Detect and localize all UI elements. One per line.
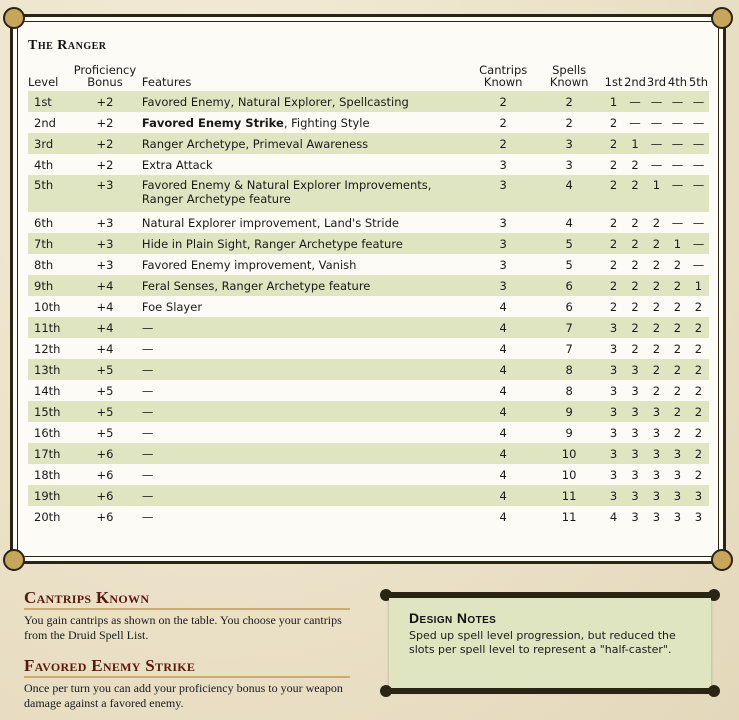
slot-cell: 4 bbox=[609, 509, 618, 524]
slot-cell: — bbox=[692, 136, 705, 151]
proficiency-cell: +5 bbox=[96, 404, 114, 419]
feature-text: — bbox=[141, 320, 154, 335]
slot-cell: 3 bbox=[631, 488, 639, 503]
spells-cell: 7 bbox=[565, 320, 573, 335]
slot-cell: 3 bbox=[631, 425, 639, 440]
cantrips-cell: 3 bbox=[499, 157, 507, 172]
feature-text: Natural Explorer improvement, Land's Stride bbox=[141, 215, 399, 230]
features-cell bbox=[142, 485, 471, 506]
proficiency-cell: +5 bbox=[96, 383, 114, 398]
table-row bbox=[28, 317, 709, 338]
slot-cell: 3 bbox=[673, 446, 682, 461]
cantrips-cell: 4 bbox=[499, 446, 507, 461]
spells-cell: 10 bbox=[561, 446, 577, 461]
level-cell: 9th bbox=[34, 278, 54, 293]
slot-cell: 3 bbox=[609, 404, 618, 419]
slot-cell: — bbox=[692, 215, 705, 230]
slot-cell: 3 bbox=[673, 509, 682, 524]
cantrips-cell: 2 bbox=[499, 136, 507, 151]
design-notes-title: Design Notes bbox=[409, 610, 497, 626]
table-title: The Ranger bbox=[28, 38, 107, 53]
cantrips-cell: 4 bbox=[499, 467, 507, 482]
table-row bbox=[28, 338, 709, 359]
slot-cell: 2 bbox=[609, 257, 618, 272]
table-row bbox=[28, 422, 709, 443]
slot-cell: 2 bbox=[673, 383, 682, 398]
slot-cell: — bbox=[629, 115, 641, 130]
cantrips-cell: 4 bbox=[499, 383, 507, 398]
level-cell: 13th bbox=[34, 362, 61, 377]
slot-cell: 3 bbox=[673, 488, 682, 503]
feature-text: — bbox=[141, 488, 154, 503]
slot-cell: — bbox=[671, 157, 684, 172]
table-row bbox=[28, 233, 709, 254]
table-row bbox=[28, 175, 709, 212]
slot-cell: 2 bbox=[609, 157, 618, 172]
slot-cell: 3 bbox=[609, 467, 618, 482]
spells-cell: 11 bbox=[561, 488, 577, 503]
spells-cell: 6 bbox=[565, 299, 573, 314]
slot-cell: 3 bbox=[609, 320, 618, 335]
table-row bbox=[28, 91, 709, 112]
spells-cell: 9 bbox=[565, 425, 573, 440]
header-slot-1st: 1st bbox=[604, 75, 623, 89]
features-cell bbox=[142, 154, 471, 175]
slot-cell: 2 bbox=[609, 236, 618, 251]
level-cell: 14th bbox=[34, 383, 61, 398]
header-proficiency: Proficiency Bonus bbox=[73, 63, 137, 89]
slot-cell: 2 bbox=[694, 446, 703, 461]
level-cell: 19th bbox=[34, 488, 61, 503]
slot-cell: 3 bbox=[631, 362, 639, 377]
feature-text: Hide in Plain Sight, Ranger Archetype feature bbox=[141, 236, 403, 251]
table-row bbox=[28, 112, 709, 133]
proficiency-cell: +3 bbox=[96, 215, 114, 230]
spells-cell: 2 bbox=[565, 94, 573, 109]
ranger-class-table bbox=[28, 62, 709, 527]
features-cell bbox=[142, 359, 471, 380]
cantrips-known-body: You gain cantrips as shown on the table. You choose your cantrips from the Druid Spell List. bbox=[24, 613, 342, 642]
features-cell bbox=[142, 296, 471, 317]
slot-cell: 2 bbox=[631, 257, 639, 272]
spells-cell: 8 bbox=[565, 383, 573, 398]
slot-cell: 2 bbox=[631, 299, 639, 314]
proficiency-cell: +4 bbox=[96, 341, 114, 356]
level-cell: 20th bbox=[34, 509, 61, 524]
proficiency-cell: +2 bbox=[96, 157, 114, 172]
level-cell: 15th bbox=[34, 404, 61, 419]
slot-cell: 1 bbox=[609, 94, 618, 109]
slot-cell: — bbox=[692, 94, 705, 109]
cantrips-cell: 3 bbox=[499, 278, 507, 293]
slot-cell: 3 bbox=[694, 509, 703, 524]
level-cell: 8th bbox=[34, 257, 54, 272]
slot-cell: 2 bbox=[694, 383, 703, 398]
slot-cell: 2 bbox=[673, 257, 682, 272]
table-row bbox=[28, 154, 709, 175]
slot-cell: 2 bbox=[609, 178, 618, 192]
slot-cell: 2 bbox=[673, 362, 682, 377]
level-cell: 11th bbox=[34, 320, 61, 335]
slot-cell: 3 bbox=[609, 383, 618, 398]
feature-text: — bbox=[141, 341, 154, 356]
header-spells: Spells Known bbox=[549, 63, 589, 89]
features-cell bbox=[142, 506, 471, 527]
slot-cell: 3 bbox=[609, 488, 618, 503]
proficiency-cell: +4 bbox=[96, 320, 114, 335]
slot-cell: 2 bbox=[673, 341, 682, 356]
slot-cell: 3 bbox=[631, 383, 639, 398]
slot-cell: 2 bbox=[652, 362, 661, 377]
level-cell: 10th bbox=[34, 299, 61, 314]
slot-cell: 2 bbox=[673, 320, 682, 335]
spells-cell: 4 bbox=[565, 215, 573, 230]
features-cell bbox=[142, 317, 471, 338]
slot-cell: 3 bbox=[631, 509, 639, 524]
header-slot-4th: 4th bbox=[667, 75, 687, 89]
slot-cell: 3 bbox=[631, 404, 639, 419]
slot-cell: 2 bbox=[631, 178, 639, 192]
features-cell bbox=[142, 443, 471, 464]
spells-cell: 9 bbox=[565, 404, 573, 419]
slot-cell: 3 bbox=[673, 467, 682, 482]
cantrips-cell: 2 bbox=[499, 94, 507, 109]
feature-highlight: Favored Enemy Strike bbox=[141, 115, 284, 130]
slot-cell: 2 bbox=[631, 341, 639, 356]
spells-cell: 6 bbox=[565, 278, 573, 293]
table-row bbox=[28, 254, 709, 275]
features-cell bbox=[142, 112, 471, 133]
table-row bbox=[28, 359, 709, 380]
slot-cell: — bbox=[692, 178, 705, 192]
feature-text: , Fighting Style bbox=[283, 115, 370, 130]
table-row bbox=[28, 506, 709, 527]
frame-corner-ornament bbox=[3, 549, 25, 571]
slot-cell: 2 bbox=[631, 215, 639, 230]
proficiency-cell: +3 bbox=[96, 257, 114, 272]
cantrips-cell: 4 bbox=[499, 425, 507, 440]
table-row bbox=[28, 133, 709, 154]
feature-text: — bbox=[141, 509, 154, 524]
slot-cell: — bbox=[650, 115, 663, 130]
cantrips-cell: 2 bbox=[499, 115, 507, 130]
slot-cell: 3 bbox=[609, 446, 618, 461]
slot-cell: — bbox=[671, 115, 684, 130]
slot-cell: — bbox=[650, 157, 663, 172]
slot-cell: 2 bbox=[694, 341, 703, 356]
proficiency-cell: +5 bbox=[96, 362, 114, 377]
design-notes-body: Sped up spell level progression, but reduced the slots per spell level to represent a "half-caster". bbox=[409, 629, 676, 656]
proficiency-cell: +4 bbox=[96, 278, 114, 293]
slot-cell: 2 bbox=[652, 299, 661, 314]
slot-cell: 3 bbox=[631, 467, 639, 482]
features-cell bbox=[142, 275, 471, 296]
header-features: Features bbox=[141, 75, 192, 89]
slot-cell: 3 bbox=[652, 488, 661, 503]
slot-cell: 3 bbox=[694, 488, 703, 503]
slot-cell: 2 bbox=[673, 404, 682, 419]
cantrips-cell: 3 bbox=[499, 257, 507, 272]
slot-cell: 2 bbox=[694, 362, 703, 377]
slot-cell: — bbox=[671, 215, 684, 230]
level-cell: 6th bbox=[34, 215, 54, 230]
slot-cell: 2 bbox=[694, 320, 703, 335]
slot-cell: 3 bbox=[609, 362, 618, 377]
slot-cell: 2 bbox=[652, 278, 661, 293]
slot-cell: 2 bbox=[609, 278, 618, 293]
spells-cell: 7 bbox=[565, 341, 573, 356]
header-cantrips: Cantrips Known bbox=[479, 63, 528, 89]
slot-cell: 2 bbox=[609, 299, 618, 314]
features-cell bbox=[142, 212, 471, 233]
slot-cell: 2 bbox=[609, 115, 618, 130]
header-slot-3rd: 3rd bbox=[646, 75, 667, 89]
cantrips-cell: 3 bbox=[499, 236, 507, 251]
proficiency-cell: +6 bbox=[96, 509, 114, 524]
features-cell bbox=[142, 401, 471, 422]
slot-cell: — bbox=[692, 115, 705, 130]
proficiency-cell: +5 bbox=[96, 425, 114, 440]
slot-cell: 2 bbox=[609, 215, 618, 230]
feature-text: Favored Enemy, Natural Explorer, Spellcasting bbox=[141, 94, 409, 109]
table-row bbox=[28, 464, 709, 485]
feature-text: Ranger Archetype, Primeval Awareness bbox=[141, 136, 369, 151]
level-cell: 17th bbox=[34, 446, 61, 461]
slot-cell: — bbox=[692, 236, 705, 251]
level-cell: 5th bbox=[34, 178, 54, 192]
slot-cell: — bbox=[671, 94, 684, 109]
level-cell: 12th bbox=[34, 341, 61, 356]
table-row bbox=[28, 296, 709, 317]
feature-text: Foe Slayer bbox=[141, 299, 203, 314]
slot-cell: 3 bbox=[652, 404, 661, 419]
cantrips-cell: 4 bbox=[499, 299, 507, 314]
spells-cell: 5 bbox=[565, 257, 573, 272]
proficiency-cell: +6 bbox=[96, 446, 114, 461]
feature-text: — bbox=[141, 383, 154, 398]
notes-bottom-bar bbox=[384, 688, 716, 694]
proficiency-cell: +3 bbox=[96, 178, 114, 192]
proficiency-cell: +4 bbox=[96, 299, 114, 314]
feature-text: — bbox=[141, 467, 154, 482]
spells-cell: 11 bbox=[561, 509, 577, 524]
feature-text: — bbox=[141, 404, 154, 419]
spells-cell: 2 bbox=[565, 115, 573, 130]
feature-text: — bbox=[141, 446, 154, 461]
slot-cell: 3 bbox=[609, 425, 618, 440]
level-cell: 3rd bbox=[34, 136, 54, 151]
slot-cell: — bbox=[650, 94, 663, 109]
frame-corner-ornament bbox=[711, 549, 733, 571]
spells-cell: 5 bbox=[565, 236, 573, 251]
frame-corner-ornament bbox=[711, 7, 733, 29]
spells-cell: 3 bbox=[565, 136, 573, 151]
cantrips-cell: 4 bbox=[499, 509, 507, 524]
slot-cell: 1 bbox=[673, 236, 682, 251]
favored-enemy-strike-heading: Favored Enemy Strike bbox=[24, 656, 196, 675]
section-divider bbox=[24, 608, 350, 610]
feature-text: Extra Attack bbox=[141, 157, 213, 172]
cantrips-cell: 4 bbox=[499, 362, 507, 377]
features-cell bbox=[142, 175, 471, 212]
slot-cell: — bbox=[671, 136, 684, 151]
cantrips-known-heading: Cantrips Known bbox=[24, 588, 150, 607]
features-cell bbox=[142, 91, 471, 112]
table-body bbox=[28, 91, 709, 527]
slot-cell: 2 bbox=[652, 341, 661, 356]
slot-cell: 2 bbox=[694, 425, 703, 440]
table-row bbox=[28, 275, 709, 296]
slot-cell: 3 bbox=[652, 446, 661, 461]
slot-cell: 2 bbox=[673, 299, 682, 314]
level-cell: 4th bbox=[34, 157, 54, 172]
cantrips-cell: 3 bbox=[499, 178, 507, 192]
feature-text: — bbox=[141, 362, 154, 377]
section-divider bbox=[24, 676, 350, 678]
proficiency-cell: +2 bbox=[96, 115, 114, 130]
table-row bbox=[28, 485, 709, 506]
spells-cell: 8 bbox=[565, 362, 573, 377]
design-notes-box bbox=[389, 598, 711, 691]
proficiency-cell: +3 bbox=[96, 236, 114, 251]
features-cell bbox=[142, 254, 471, 275]
level-cell: 16th bbox=[34, 425, 61, 440]
features-cell bbox=[142, 338, 471, 359]
table-row bbox=[28, 212, 709, 233]
header-slot-2nd: 2nd bbox=[624, 75, 646, 89]
slot-cell: 3 bbox=[631, 446, 639, 461]
spells-cell: 3 bbox=[565, 157, 573, 172]
table-row bbox=[28, 380, 709, 401]
proficiency-cell: +2 bbox=[96, 136, 114, 151]
slot-cell: 2 bbox=[694, 467, 703, 482]
spells-cell: 4 bbox=[565, 178, 573, 192]
cantrips-cell: 3 bbox=[499, 215, 507, 230]
slot-cell: — bbox=[629, 94, 641, 109]
cantrips-cell: 4 bbox=[499, 488, 507, 503]
feature-text: — bbox=[141, 425, 154, 440]
slot-cell: 2 bbox=[631, 278, 639, 293]
slot-cell: 2 bbox=[652, 257, 661, 272]
favored-enemy-strike-body: Once per turn you can add your proficiency bonus to your weapon damage against a favored enemy. bbox=[24, 681, 343, 710]
cantrips-cell: 4 bbox=[499, 341, 507, 356]
slot-cell: 1 bbox=[652, 178, 661, 192]
slot-cell: 3 bbox=[652, 509, 661, 524]
spells-cell: 10 bbox=[561, 467, 577, 482]
proficiency-cell: +2 bbox=[96, 94, 114, 109]
table-header-row bbox=[28, 62, 709, 91]
cantrips-cell: 4 bbox=[499, 320, 507, 335]
slot-cell: 3 bbox=[609, 341, 618, 356]
slot-cell: — bbox=[650, 136, 663, 151]
header-slot-5th: 5th bbox=[688, 75, 709, 89]
slot-cell: 2 bbox=[631, 236, 639, 251]
feature-text: Favored Enemy & Natural Explorer Improvements, Ranger Archetype feature bbox=[141, 178, 432, 206]
level-cell: 18th bbox=[34, 467, 61, 482]
features-cell bbox=[142, 464, 471, 485]
slot-cell: 2 bbox=[652, 236, 661, 251]
slot-cell: — bbox=[671, 178, 684, 192]
slot-cell: 2 bbox=[673, 425, 682, 440]
slot-cell: 1 bbox=[694, 278, 703, 293]
slot-cell: 2 bbox=[631, 320, 639, 335]
proficiency-cell: +6 bbox=[96, 467, 114, 482]
slot-cell: 2 bbox=[631, 157, 639, 172]
feature-text: Feral Senses, Ranger Archetype feature bbox=[141, 278, 371, 293]
level-cell: 2nd bbox=[34, 115, 56, 130]
features-cell bbox=[142, 380, 471, 401]
slot-cell: 2 bbox=[694, 404, 703, 419]
frame-corner-ornament bbox=[3, 7, 25, 29]
table-row bbox=[28, 443, 709, 464]
slot-cell: 2 bbox=[652, 215, 661, 230]
proficiency-cell: +6 bbox=[96, 488, 114, 503]
slot-cell: 2 bbox=[609, 136, 618, 151]
features-cell bbox=[142, 233, 471, 254]
feature-text: Favored Enemy improvement, Vanish bbox=[141, 257, 357, 272]
slot-cell: — bbox=[692, 157, 705, 172]
header-level: Level bbox=[28, 75, 59, 89]
features-cell bbox=[142, 133, 471, 154]
cantrips-cell: 4 bbox=[499, 404, 507, 419]
level-cell: 1st bbox=[34, 94, 52, 109]
slot-cell: 2 bbox=[694, 299, 703, 314]
slot-cell: 2 bbox=[652, 383, 661, 398]
features-cell bbox=[142, 422, 471, 443]
slot-cell: 2 bbox=[652, 320, 661, 335]
slot-cell: 1 bbox=[631, 136, 639, 151]
slot-cell: 3 bbox=[652, 425, 661, 440]
table-row bbox=[28, 401, 709, 422]
slot-cell: — bbox=[692, 257, 705, 272]
slot-cell: 3 bbox=[652, 467, 661, 482]
slot-cell: 2 bbox=[673, 278, 682, 293]
level-cell: 7th bbox=[34, 236, 54, 251]
